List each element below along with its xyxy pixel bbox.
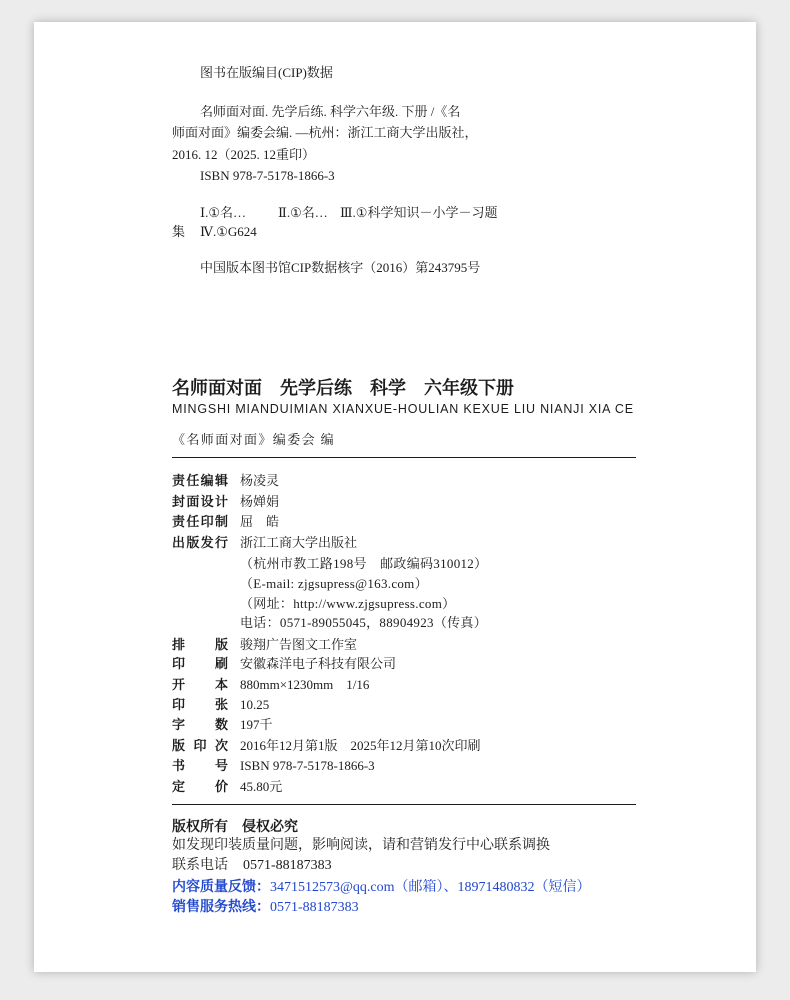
cip-heading: 图书在版编目(CIP)数据 <box>200 65 333 80</box>
production-label: 字 数 <box>172 717 228 732</box>
credit-value: 浙江工商大学出版社 <box>240 535 358 550</box>
feedback-label: 内容质量反馈： <box>172 878 270 894</box>
production-row-edition <box>172 737 481 755</box>
cip-classification-item: Ⅲ.①科学知识－小学－习题 <box>340 205 498 220</box>
production-row-word-count <box>172 716 273 734</box>
contact-phone-value: 0571-88187383 <box>243 858 332 873</box>
cip-description-line: 2016. 12（2025. 12重印） <box>172 147 316 162</box>
cip-classification-item: Ⅱ.①名… <box>278 205 328 220</box>
credit-label: 封面设计 <box>172 494 228 509</box>
production-row-price <box>172 778 282 796</box>
production-label: 排 版 <box>172 637 228 652</box>
cip-record-number: 中国版本图书馆CIP数据核字（2016）第243795号 <box>200 260 481 275</box>
credit-label: 出版发行 <box>172 535 228 550</box>
credit-row-publisher <box>172 534 357 552</box>
production-row-typesetting <box>172 636 357 654</box>
credit-value: 杨婵娟 <box>240 494 280 509</box>
publisher-website: （网址：http://www.zjgsupress.com） <box>240 596 456 611</box>
divider-top <box>172 457 636 458</box>
credit-row-printing-supervisor <box>172 513 279 531</box>
credit-value: 屈 皓 <box>240 514 280 529</box>
production-row-format <box>172 676 369 694</box>
copyright-notice: 版权所有 侵权必究 <box>172 818 298 834</box>
credit-label: 责任编辑 <box>172 473 228 488</box>
credit-row-cover-design <box>172 493 279 511</box>
production-value: 2016年12月第1版 2025年12月第10次印刷 <box>240 738 481 753</box>
contact-phone-line <box>172 856 332 875</box>
sales-hotline-value: 0571-88187383 <box>270 900 359 915</box>
production-label: 书 号 <box>172 758 228 773</box>
production-value: 197千 <box>240 717 273 732</box>
quality-notice: 如发现印装质量问题，影响阅读，请和营销发行中心联系调换 <box>172 838 550 853</box>
cip-isbn: ISBN 978-7-5178-1866-3 <box>200 168 335 183</box>
book-title: 名师面对面 先学后练 科学 六年级下册 <box>172 378 514 398</box>
cip-classification-item: 集 <box>172 224 186 239</box>
production-value: 10.25 <box>240 697 270 712</box>
production-value: 45.80元 <box>240 779 283 794</box>
cip-classification-item: Ⅰ.①名… <box>200 205 247 220</box>
feedback-value: 3471512573@qq.com（邮箱）、18971480832（短信） <box>270 880 591 895</box>
production-label: 定 价 <box>172 779 228 794</box>
publisher-address: （杭州市教工路198号 邮政编码310012） <box>240 556 488 571</box>
sales-hotline-label: 销售服务热线： <box>172 898 270 914</box>
feedback-line <box>172 877 591 897</box>
divider-bottom <box>172 804 636 805</box>
copyright-page <box>34 22 756 972</box>
cip-classification-item: Ⅳ.①G624 <box>200 224 257 239</box>
credit-row-editor <box>172 472 279 490</box>
production-row-printing <box>172 655 396 673</box>
production-label: 印 刷 <box>172 656 228 671</box>
publisher-email: （E-mail: zjgsupress@163.com） <box>240 576 428 591</box>
credit-value: 杨凌灵 <box>240 473 280 488</box>
book-compiler: 《名师面对面》编委会 编 <box>172 432 336 447</box>
publisher-phone: 电话：0571-89055045，88904923（传真） <box>240 615 488 630</box>
production-label: 开 本 <box>172 677 228 692</box>
production-row-sheets <box>172 696 269 714</box>
production-value: 安徽森洋电子科技有限公司 <box>240 656 397 671</box>
production-label: 版 印 次 <box>172 738 228 753</box>
credit-label: 责任印制 <box>172 514 228 529</box>
sales-hotline-line <box>172 897 359 917</box>
contact-phone-label: 联系电话 <box>172 858 228 873</box>
book-title-pinyin: MINGSHI MIANDUIMIAN XIANXUE-HOULIAN KEXUE LIU NIANJI XIA CE <box>172 402 634 416</box>
production-label: 印 张 <box>172 697 228 712</box>
production-value: 骏翔广告图文工作室 <box>240 637 358 652</box>
cip-description-line: 名师面对面. 先学后练. 科学六年级. 下册 /《名 <box>200 104 461 119</box>
production-value: ISBN 978-7-5178-1866-3 <box>240 758 375 773</box>
cip-description-line: 师面对面》编委会编. —杭州：浙江工商大学出版社， <box>172 125 478 140</box>
production-value: 880mm×1230mm 1/16 <box>240 677 370 692</box>
production-row-isbn <box>172 757 375 775</box>
